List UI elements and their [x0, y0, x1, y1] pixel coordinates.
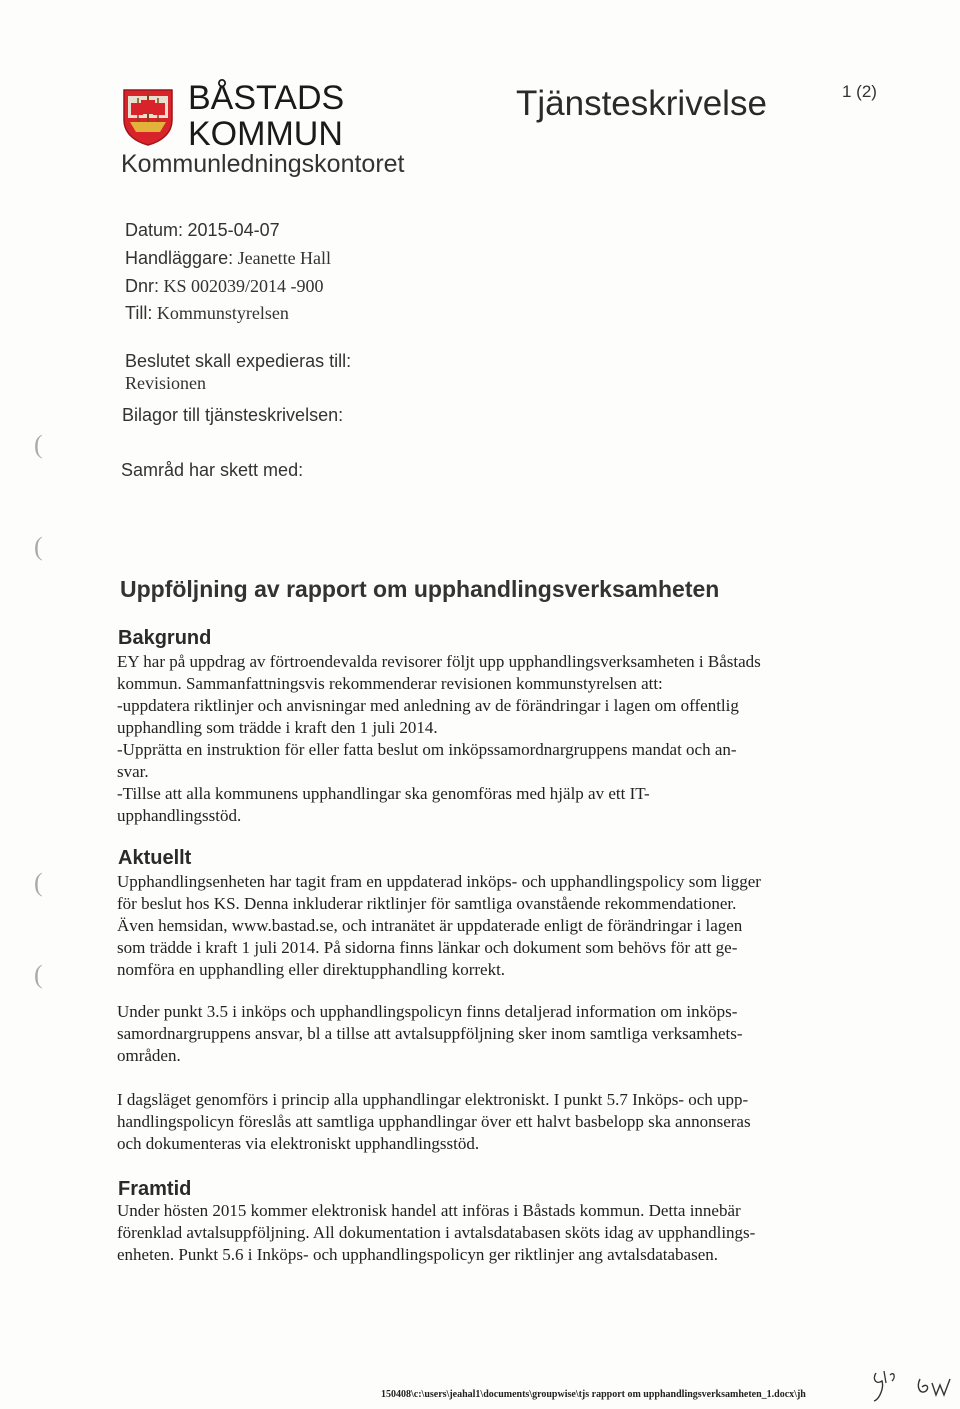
text-line: Under hösten 2015 kommer elektronisk handel att införas i Båstads kommun. Detta innebär: [117, 1201, 741, 1220]
meta-attachments: [122, 405, 343, 426]
organization-name: [188, 80, 344, 152]
text-line: handlingspolicyn föreslås att samtliga upphandlingar över ett halvt basbelopp ska annonseras: [117, 1112, 751, 1131]
margin-mark: (: [34, 868, 43, 897]
org-name-line1: BÅSTADS: [188, 79, 345, 117]
handwritten-initials-signature: [870, 1365, 960, 1405]
section-heading-aktuellt: Aktuellt: [118, 847, 192, 869]
margin-mark: (: [34, 430, 43, 459]
text-line: och dokumenteras via elektroniskt upphandlingsstöd.: [117, 1134, 480, 1153]
text-line: för beslut hos KS. Denna inkluderar riktlinjer för samtliga ovanstående rekommendationer.: [117, 894, 737, 913]
dnr-label: Dnr:: [125, 276, 160, 296]
document-type: Tjänsteskrivelse: [516, 84, 767, 123]
text-line: områden.: [117, 1046, 181, 1065]
aktuellt-paragraph-2: [117, 1001, 743, 1067]
section-heading-framtid: Framtid: [118, 1178, 192, 1200]
framtid-paragraph: [117, 1200, 755, 1266]
text-line: upphandling som trädde i kraft den 1 juli 2014.: [117, 718, 438, 737]
text-line: Upphandlingsenheten har tagit fram en uppdaterad inköps- och upphandlingspolicy som ligger: [117, 872, 761, 891]
meta-handler: [125, 248, 331, 269]
to-label: Till:: [125, 303, 153, 323]
margin-mark: (: [34, 960, 43, 989]
date-value: 2015-04-07: [187, 220, 280, 240]
org-name-line2: KOMMUN: [188, 115, 343, 153]
text-line: Även hemsidan, www.bastad.se, och intranätet är uppdaterade enligt de förändringar i lagen: [117, 916, 743, 935]
section-heading-bakgrund: Bakgrund: [118, 627, 212, 649]
text-line: -uppdatera riktlinjer och anvisningar med anledning av de förändringar i lagen om offentlig: [117, 696, 739, 715]
meta-consultation: [121, 460, 303, 481]
handler-label: Handläggare:: [125, 248, 234, 268]
aktuellt-paragraph-3: [117, 1089, 751, 1155]
text-line: svar.: [117, 762, 149, 781]
handler-value: Jeanette Hall: [237, 248, 332, 268]
date-label: Datum:: [125, 220, 184, 240]
page-number: 1 (2): [842, 82, 877, 101]
aktuellt-paragraph-1: [117, 871, 761, 981]
text-line: I dagsläget genomförs i princip alla upphandlingar elektroniskt. I punkt 5.7 Inköps- och upp-: [117, 1090, 749, 1109]
attachments-label: Bilagor till tjänsteskrivelsen:: [122, 405, 344, 425]
document-title: Uppföljning av rapport om upphandlingsverksamheten: [120, 576, 720, 602]
dispatch-label: Beslutet skall expedieras till:: [125, 351, 352, 371]
dnr-value: KS 002039/2014 -900: [163, 276, 324, 296]
text-line: -Tillse att alla kommunens upphandlingar ska genomföras med hjälp av ett IT-: [117, 784, 650, 803]
coat-of-arms-logo: [120, 86, 176, 146]
text-line: upphandlingsstöd.: [117, 806, 242, 825]
footer-file-path: 150408\c:\users\jeahal1\documents\groupwise\tjs rapport om upphandlingsverksamheten_1.docx\jh: [381, 1389, 806, 1400]
bakgrund-paragraph: [117, 651, 761, 827]
meta-dnr: [125, 276, 324, 297]
meta-date: [125, 220, 280, 241]
text-line: enheten. Punkt 5.6 i Inköps- och upphandlingspolicyn ger riktlinjer ang avtalsdatabasen.: [117, 1245, 719, 1264]
meta-to: [125, 303, 289, 324]
text-line: förenklad avtalsuppföljning. All dokumentation i avtalsdatabasen sköts idag av upphandlings-: [117, 1223, 756, 1242]
text-line: EY har på uppdrag av förtroendevalda revisorer följt upp upphandlingsverksamheten i Båstads: [117, 652, 761, 671]
margin-mark: (: [34, 532, 43, 561]
text-line: samordnargruppens ansvar, bl a tillse att avtalsuppföljning sker inom samtliga verksamhets-: [117, 1024, 743, 1043]
text-line: nomföra en upphandling eller direktupphandling korrekt.: [117, 960, 506, 979]
meta-dispatch-value: [125, 373, 206, 394]
dispatch-value: Revisionen: [125, 373, 206, 393]
text-line: som trädde i kraft 1 juli 2014. På sidorna finns länkar och dokument som behövs för att ge-: [117, 938, 738, 957]
department-name: Kommunledningskontoret: [121, 150, 405, 178]
text-line: kommun. Sammanfattningsvis rekommenderar revisionen kommunstyrelsen att:: [117, 674, 663, 693]
to-value: Kommunstyrelsen: [156, 303, 289, 323]
text-line: Under punkt 3.5 i inköps och upphandlingspolicyn finns detaljerad information om inköps-: [117, 1002, 738, 1021]
text-line: -Upprätta en instruktion för eller fatta beslut om inköpssamordnargruppens mandat och an-: [117, 740, 737, 759]
consultation-label: Samråd har skett med:: [121, 460, 304, 480]
meta-dispatch-label: [125, 351, 351, 372]
